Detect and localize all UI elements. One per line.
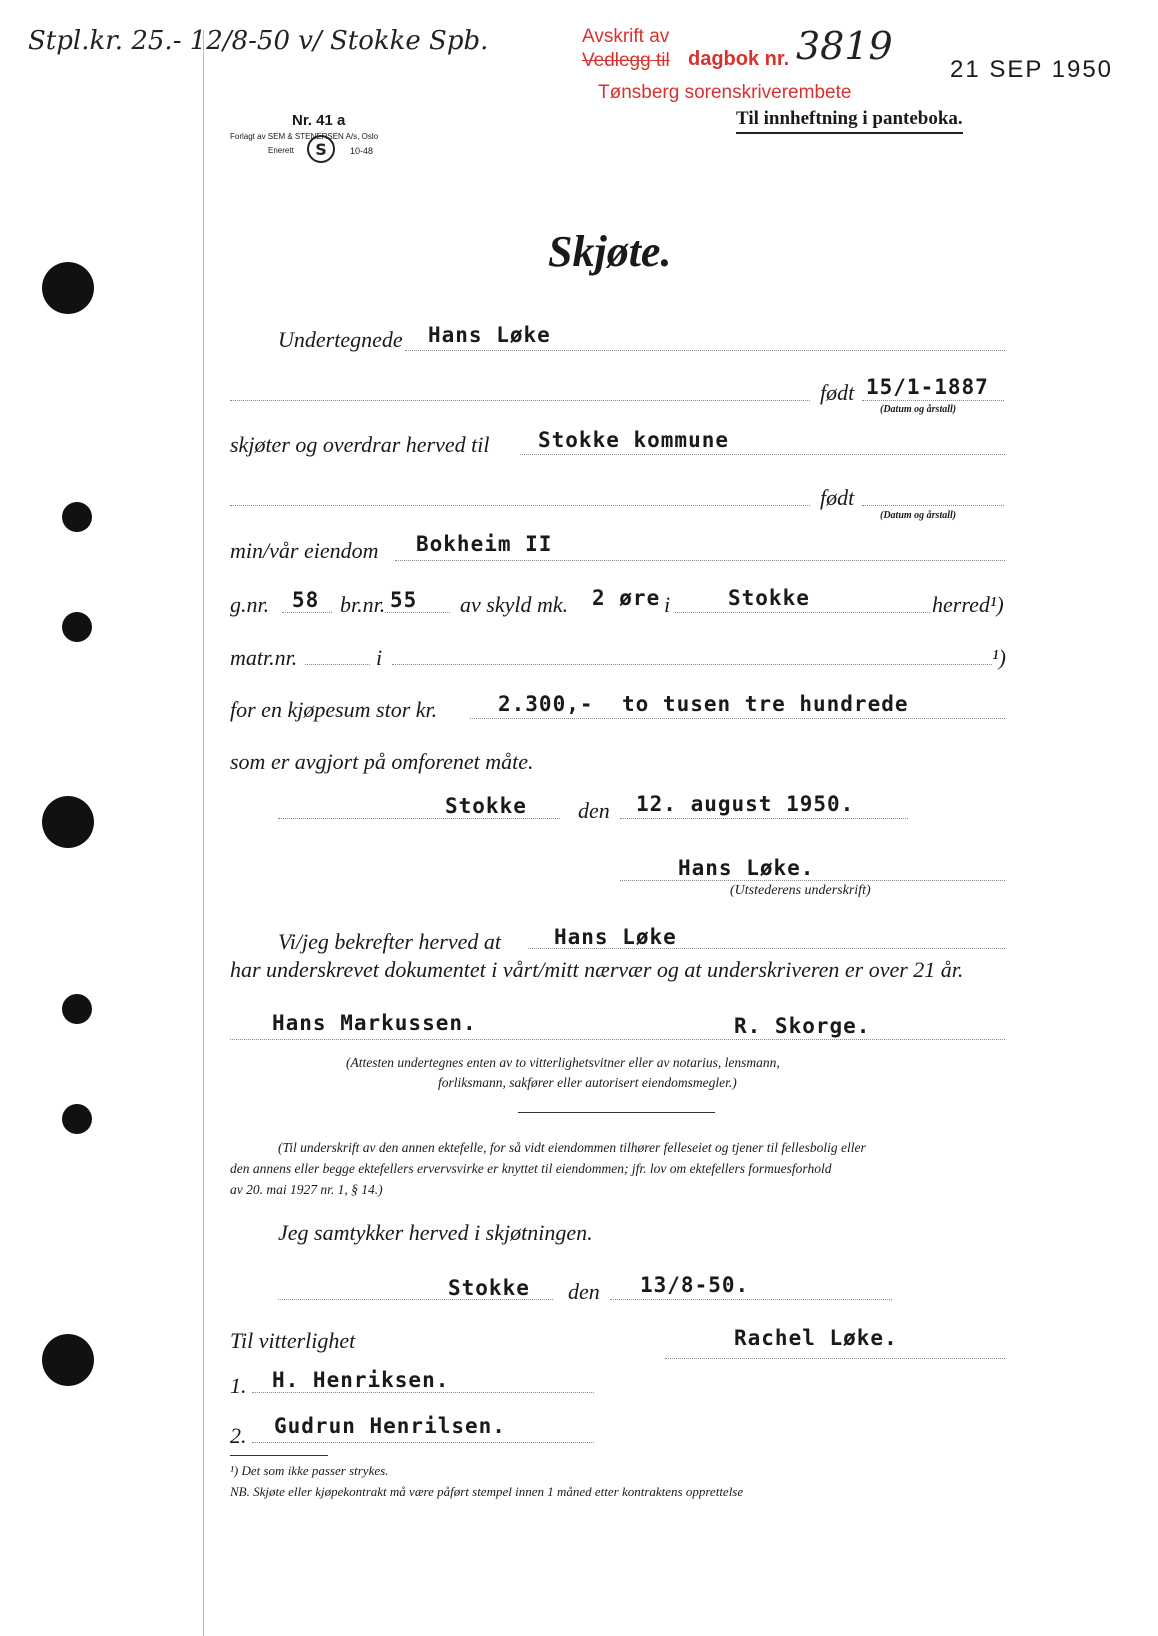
dotted-line <box>470 718 1005 719</box>
dotted-line <box>278 818 560 819</box>
brnr-value: 55 <box>390 588 418 612</box>
avgjort-text: som er avgjort på omforenet måte. <box>230 749 534 774</box>
i-label: i <box>664 592 671 617</box>
bekrefter-text: har underskrevet dokumentet i vårt/mitt nærvær og at underskriveren er over 21 år. <box>230 957 964 982</box>
dotted-line <box>278 1299 553 1300</box>
dotted-line <box>395 560 1005 561</box>
herred-label: herred¹) <box>932 592 1004 617</box>
bekrefter-label: Vi/jeg bekrefter herved at <box>278 929 501 954</box>
divider <box>518 1112 715 1113</box>
spouse-note-line-3: av 20. mai 1927 nr. 1, § 14.) <box>230 1182 383 1197</box>
datum-note: (Datum og årstall) <box>880 404 957 415</box>
dotted-line <box>230 400 810 401</box>
place-2: Stokke <box>448 1276 530 1300</box>
footnote-1: ¹) Det som ikke passer strykes. <box>230 1463 389 1478</box>
svg-text:S: S <box>315 140 327 159</box>
attest-note-line-2: forliksmann, sakfører eller autorisert eiendomsmegler.) <box>438 1075 737 1090</box>
den-label: den <box>578 798 610 823</box>
witness-b: Gudrun Henrilsen. <box>274 1414 506 1438</box>
document-title: Skjøte. <box>548 227 672 276</box>
dotted-line <box>675 612 930 613</box>
punch-hole <box>62 502 92 532</box>
dotted-line <box>620 818 908 819</box>
dotted-line <box>282 612 332 613</box>
publisher-line-1: Forlagt av SEM & STENERSEN A/s, Oslo <box>230 132 379 141</box>
skjoter-label: skjøter og overdrar herved til <box>230 432 490 457</box>
fodt-label: født <box>820 380 855 405</box>
stamp-line-2: Vedlegg til <box>582 50 670 71</box>
herred-value: Stokke <box>728 586 810 610</box>
dotted-line <box>405 350 1005 351</box>
dotted-line <box>252 1442 594 1443</box>
kjopesum-words: to tusen tre hundrede <box>622 692 909 716</box>
witness-num-2: 2. <box>230 1423 247 1448</box>
dotted-line <box>665 1358 1005 1359</box>
vitterlighet-label: Til vitterlighet <box>230 1328 356 1353</box>
witness-2: R. Skorge. <box>734 1014 871 1038</box>
bekrefter-value: Hans Løke <box>554 925 677 949</box>
dotted-line <box>305 664 370 665</box>
punch-hole <box>62 1104 92 1134</box>
undertegnede-label: Undertegnede <box>278 327 403 352</box>
eiendom-label: min/vår eiendom <box>230 538 379 563</box>
attest-note-line-1: (Attesten undertegnes enten av to vitterlighetsvitner eller av notarius, lensmann, <box>346 1055 780 1070</box>
matr-note: ¹) <box>992 645 1006 670</box>
margin-note: Stpl.kr. 25.- 12/8-50 v/ Stokke Spb. <box>28 26 489 56</box>
publisher-code: 10-48 <box>350 146 374 156</box>
undertegnede-value: Hans Løke <box>428 323 551 347</box>
fodt-value: 15/1-1887 <box>866 375 989 399</box>
filing-note: Til innheftning i panteboka. <box>736 108 963 134</box>
gnr-value: 58 <box>292 588 320 612</box>
date-2: 13/8-50. <box>640 1273 750 1297</box>
punch-hole <box>42 262 94 314</box>
publisher-logo-icon <box>306 134 336 164</box>
publisher-line-2: Enerett <box>268 146 294 155</box>
witness-num-1: 1. <box>230 1373 247 1398</box>
form-number: Nr. 41 a <box>292 112 346 129</box>
punch-hole <box>42 796 94 848</box>
date-1: 12. august 1950. <box>636 792 855 816</box>
stamp-dagbok: dagbok nr. <box>688 48 790 70</box>
dotted-line <box>862 505 1004 506</box>
punch-hole <box>62 612 92 642</box>
signature-2: Rachel Løke. <box>734 1326 898 1350</box>
dotted-line <box>610 1299 892 1300</box>
dotted-line <box>528 948 1005 949</box>
date-stamp: 21 SEP 1950 <box>950 56 1114 83</box>
gnr-label: g.nr. <box>230 592 270 617</box>
footnote-2: NB. Skjøte eller kjøpekontrakt må være påført stempel innen 1 måned etter kontraktens opprettelse <box>230 1484 744 1499</box>
skjoter-value: Stokke kommune <box>538 428 730 452</box>
dotted-line <box>230 505 810 506</box>
skyld-label: av skyld mk. <box>460 592 569 617</box>
margin-line <box>203 30 204 1636</box>
dotted-line <box>520 454 1005 455</box>
dotted-line <box>620 880 1005 881</box>
den-2-label: den <box>568 1279 600 1304</box>
dotted-line <box>252 1392 594 1393</box>
place-1: Stokke <box>445 794 527 818</box>
dotted-line <box>392 664 992 665</box>
dagbok-number: 3819 <box>796 24 893 68</box>
witness-a: H. Henriksen. <box>272 1368 450 1392</box>
matr-label: matr.nr. <box>230 645 298 670</box>
dotted-line <box>385 612 450 613</box>
samtykker-text: Jeg samtykker herved i skjøtningen. <box>278 1220 593 1245</box>
signature-1: Hans Løke. <box>678 856 815 880</box>
witness-1: Hans Markussen. <box>272 1011 477 1035</box>
dotted-line <box>862 400 1004 401</box>
datum-note-2: (Datum og årstall) <box>880 510 957 521</box>
eiendom-value: Bokheim II <box>416 532 553 556</box>
spouse-note-line-2: den annens eller begge ektefellers ervervsvirke er knyttet til eiendommen; jfr. lov om ektefellers formuesforhold <box>230 1161 832 1176</box>
dotted-line <box>230 1039 1005 1040</box>
skyld-value: 2 øre <box>592 586 661 610</box>
footnote-divider <box>230 1455 328 1456</box>
brnr-label: br.nr. <box>340 592 386 617</box>
punch-hole <box>42 1334 94 1386</box>
signature-1-label: (Utstederens underskrift) <box>730 883 871 898</box>
kjopesum-value: 2.300,- <box>498 692 594 716</box>
fodt2-label: født <box>820 485 855 510</box>
matr-i: i <box>376 645 383 670</box>
kjopesum-label: for en kjøpesum stor kr. <box>230 697 438 722</box>
spouse-note-line-1: (Til underskrift av den annen ektefelle, for så vidt eiendommen tilhører felleseiet og tjener til fellesbolig eller <box>278 1140 866 1155</box>
stamp-line-3: Tønsberg sorenskriverembete <box>598 82 852 103</box>
punch-hole <box>62 994 92 1024</box>
stamp-line-1: Avskrift av <box>582 26 670 47</box>
